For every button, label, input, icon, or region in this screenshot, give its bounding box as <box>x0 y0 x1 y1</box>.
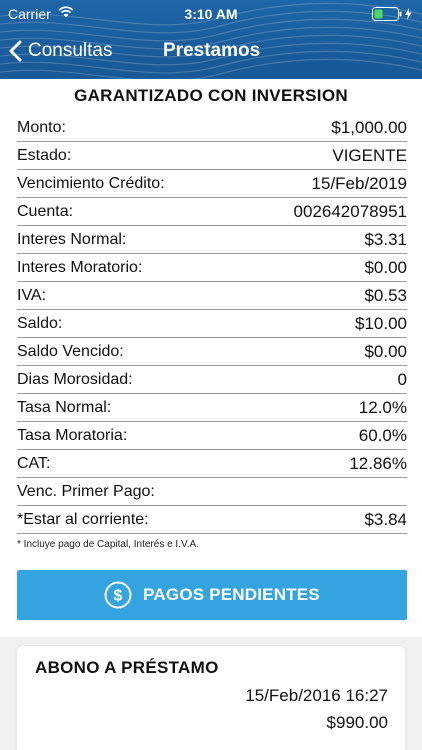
dollar-circle-icon <box>104 581 132 609</box>
detail-value: VIGENTE <box>332 145 407 165</box>
status-bar <box>0 0 422 28</box>
detail-label: Interes Moratorio: <box>17 258 143 276</box>
detail-label: Estado: <box>17 146 72 164</box>
detail-label: CAT: <box>17 454 51 472</box>
detail-value: 0 <box>397 369 407 389</box>
detail-row <box>17 142 407 170</box>
detail-label: Monto: <box>17 118 66 136</box>
detail-row <box>17 506 407 534</box>
detail-row <box>17 310 407 338</box>
detail-value: 002642078951 <box>293 201 407 221</box>
detail-label: Vencimiento Crédito: <box>17 174 165 192</box>
payment-title: ABONO A PRÉSTAMO <box>35 658 219 677</box>
carrier-label: Carrier <box>8 6 51 22</box>
pending-payments-label: PAGOS PENDIENTES <box>143 585 320 604</box>
page-title: Prestamos <box>163 40 261 61</box>
detail-label: Cuenta: <box>17 202 74 220</box>
detail-label: Saldo: <box>17 314 63 332</box>
detail-row <box>17 478 407 506</box>
svg-text:$: $ <box>113 587 123 605</box>
pending-payments-button[interactable] <box>17 570 407 620</box>
detail-row <box>17 254 407 282</box>
status-time: 3:10 AM <box>184 6 238 22</box>
detail-value: 15/Feb/2019 <box>311 173 407 193</box>
detail-value: $3.31 <box>364 229 407 249</box>
detail-value: 12.86% <box>349 453 407 473</box>
payment-date: 15/Feb/2016 16:27 <box>245 686 388 705</box>
detail-label: Interes Normal: <box>17 230 127 248</box>
detail-row <box>17 394 407 422</box>
detail-label: Tasa Normal: <box>17 398 112 416</box>
detail-row <box>17 170 407 198</box>
detail-value: $0.53 <box>364 285 407 305</box>
detail-label: Saldo Vencido: <box>17 342 124 360</box>
loan-details-list <box>17 114 407 534</box>
detail-row <box>17 450 407 478</box>
detail-label: IVA: <box>17 286 47 304</box>
detail-row <box>17 282 407 310</box>
detail-row <box>17 114 407 142</box>
payment-amount: $990.00 <box>326 713 388 732</box>
detail-row <box>17 366 407 394</box>
detail-value: $1,000.00 <box>331 117 407 137</box>
detail-row <box>17 226 407 254</box>
footnote: * Incluye pago de Capital, Interés e I.V.A. <box>17 539 199 550</box>
detail-label: *Estar al corriente: <box>17 510 149 528</box>
navigation-bar <box>0 28 422 76</box>
chevron-left-icon <box>8 40 24 62</box>
detail-value: 60.0% <box>358 425 407 445</box>
loan-type-title: GARANTIZADO CON INVERSION <box>74 86 348 105</box>
detail-value: $10.00 <box>355 313 407 333</box>
detail-value: $3.84 <box>364 509 407 529</box>
detail-label: Tasa Moratoria: <box>17 426 128 444</box>
header-bar <box>0 0 422 79</box>
detail-label: Venc. Primer Pago: <box>17 482 155 500</box>
detail-row <box>17 198 407 226</box>
payment-card[interactable] <box>17 646 405 750</box>
back-button[interactable] <box>8 36 113 66</box>
battery-icon <box>372 7 414 21</box>
detail-row <box>17 338 407 366</box>
back-button-label: Consultas <box>28 40 113 61</box>
detail-value: 12.0% <box>358 397 407 417</box>
detail-value: $0.00 <box>364 257 407 277</box>
detail-row <box>17 422 407 450</box>
detail-label: Dias Morosidad: <box>17 370 133 388</box>
detail-value: $0.00 <box>364 341 407 361</box>
